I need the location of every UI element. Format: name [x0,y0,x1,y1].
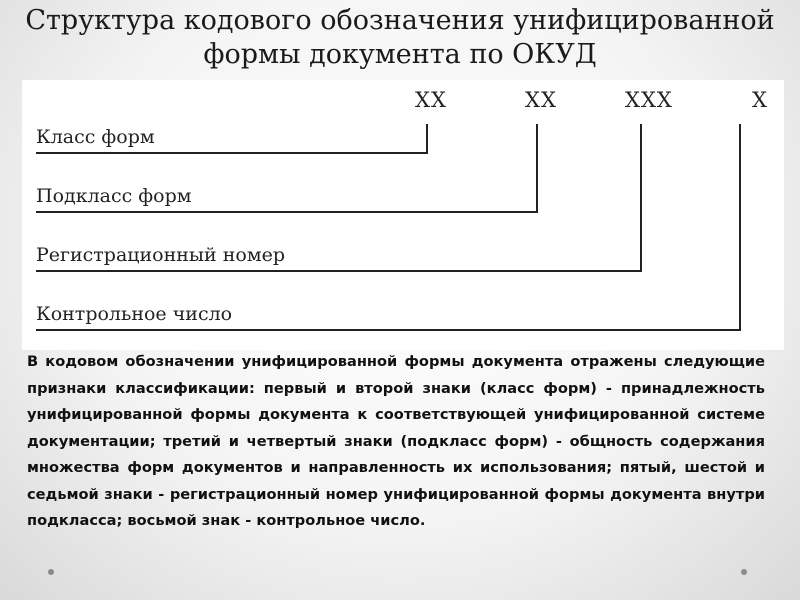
code-structure-diagram [22,80,784,350]
row-label-registration: Регистрационный номер [36,244,286,266]
code-group-class: ХХ [415,88,447,112]
row-label-class: Класс форм [36,126,155,148]
code-group-subclass: ХХ [525,88,557,112]
bullet-dot-icon [741,569,747,575]
row-label-control: Контрольное число [36,303,233,325]
slide-title: Структура кодового обозначения унифицированной формы документа по ОКУД [25,5,775,70]
bullet-dot-icon [48,569,54,575]
code-group-control: Х [752,88,768,112]
row-label-subclass: Подкласс форм [36,185,192,207]
code-group-registration: ХХХ [625,88,673,112]
description-paragraph: В кодовом обозначении унифицированной формы документа отражены следующие признаки классификации: первый и второй знаки (класс форм) - принадлежность унифицированной формы документа к соответствующей унифицированной системе документации; третий и четвертый знаки (подкласс форм) - общность содержания множества форм документов и направленность их использования; пятый, шестой и седьмой знаки - регистрационный номер унифицированной формы документа внутри подкласса; восьмой знак - контрольное число. [27,353,765,529]
